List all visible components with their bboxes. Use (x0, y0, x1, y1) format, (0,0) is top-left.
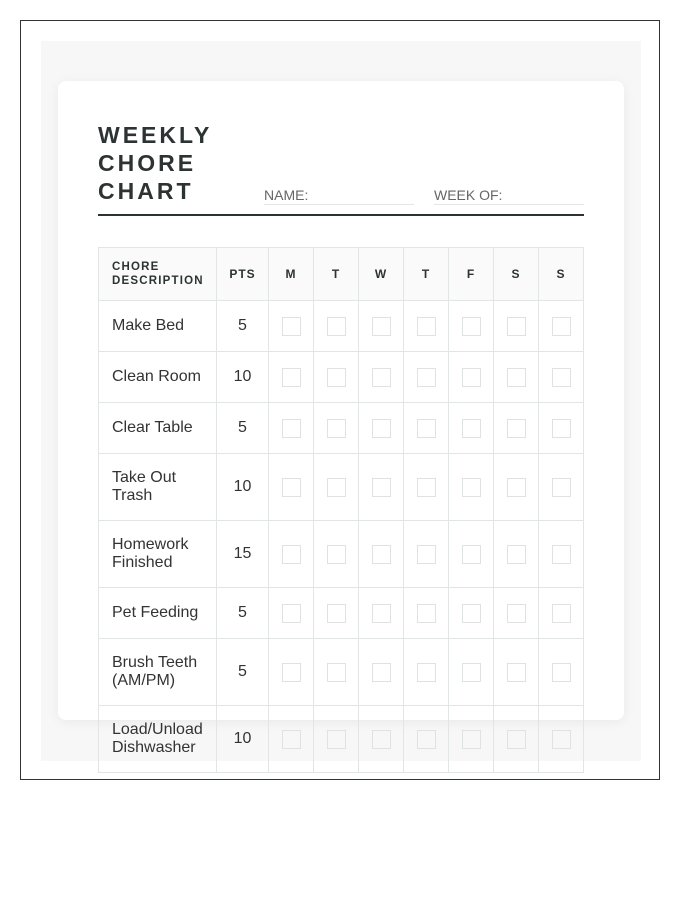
day-checkbox[interactable] (417, 730, 436, 749)
day-cell (269, 521, 314, 588)
day-checkbox[interactable] (372, 545, 391, 564)
day-cell (269, 706, 314, 773)
chore-points: 5 (217, 403, 269, 454)
title-line: CHART (98, 178, 194, 204)
day-checkbox[interactable] (507, 368, 526, 387)
chore-points: 5 (217, 588, 269, 639)
day-checkbox[interactable] (327, 317, 346, 336)
header-day: S (494, 248, 539, 301)
day-checkbox[interactable] (372, 730, 391, 749)
day-checkbox[interactable] (417, 419, 436, 438)
day-checkbox[interactable] (282, 663, 301, 682)
day-cell (539, 639, 584, 706)
day-cell (404, 403, 449, 454)
day-checkbox[interactable] (417, 478, 436, 497)
day-checkbox[interactable] (282, 730, 301, 749)
day-cell (269, 403, 314, 454)
chore-name: Load/Unload Dishwasher (99, 706, 217, 773)
day-cell (359, 706, 404, 773)
day-cell (494, 454, 539, 521)
day-cell (314, 639, 359, 706)
day-checkbox[interactable] (372, 604, 391, 623)
title-divider (98, 214, 584, 216)
day-cell (449, 403, 494, 454)
name-field[interactable] (264, 187, 414, 205)
chore-points: 10 (217, 454, 269, 521)
chore-name: Pet Feeding (99, 588, 217, 639)
day-checkbox[interactable] (507, 663, 526, 682)
chore-name: Brush Teeth (AM/PM) (99, 639, 217, 706)
day-cell (359, 301, 404, 352)
day-checkbox[interactable] (327, 545, 346, 564)
day-checkbox[interactable] (507, 604, 526, 623)
day-cell (539, 403, 584, 454)
header-day: T (404, 248, 449, 301)
day-cell (449, 352, 494, 403)
table-row (99, 352, 584, 403)
day-checkbox[interactable] (552, 604, 571, 623)
day-cell (269, 639, 314, 706)
day-checkbox[interactable] (327, 604, 346, 623)
day-cell (359, 639, 404, 706)
chore-points: 5 (217, 639, 269, 706)
chore-name: Make Bed (99, 301, 217, 352)
day-checkbox[interactable] (372, 663, 391, 682)
table-row (99, 588, 584, 639)
header-day: F (449, 248, 494, 301)
day-cell (539, 352, 584, 403)
day-cell (539, 454, 584, 521)
day-cell (494, 706, 539, 773)
day-cell (359, 403, 404, 454)
day-checkbox[interactable] (372, 419, 391, 438)
day-checkbox[interactable] (282, 545, 301, 564)
day-checkbox[interactable] (462, 317, 481, 336)
day-checkbox[interactable] (507, 545, 526, 564)
day-cell (314, 588, 359, 639)
day-cell (494, 588, 539, 639)
day-cell (269, 352, 314, 403)
chore-points: 10 (217, 352, 269, 403)
day-cell (404, 588, 449, 639)
day-cell (314, 521, 359, 588)
day-checkbox[interactable] (507, 730, 526, 749)
day-cell (494, 521, 539, 588)
day-cell (539, 588, 584, 639)
title-line: WEEKLY (98, 122, 213, 148)
week-of-field[interactable] (434, 187, 584, 205)
day-checkbox[interactable] (372, 368, 391, 387)
day-cell (449, 588, 494, 639)
day-checkbox[interactable] (282, 419, 301, 438)
day-cell (359, 454, 404, 521)
header-day: S (539, 248, 584, 301)
chore-name: Clean Room (99, 352, 217, 403)
day-checkbox[interactable] (327, 419, 346, 438)
day-cell (494, 639, 539, 706)
page-title (98, 121, 238, 205)
header-day: M (269, 248, 314, 301)
day-checkbox[interactable] (462, 545, 481, 564)
table-row (99, 521, 584, 588)
day-checkbox[interactable] (417, 663, 436, 682)
day-checkbox[interactable] (552, 730, 571, 749)
day-checkbox[interactable] (282, 317, 301, 336)
day-checkbox[interactable] (462, 730, 481, 749)
day-checkbox[interactable] (372, 317, 391, 336)
day-checkbox[interactable] (507, 478, 526, 497)
day-cell (314, 301, 359, 352)
table-row (99, 706, 584, 773)
chore-table (98, 247, 584, 773)
name-label: NAME: (264, 187, 309, 203)
header-row (99, 248, 584, 301)
chore-points: 5 (217, 301, 269, 352)
day-cell (314, 403, 359, 454)
day-cell (269, 301, 314, 352)
day-checkbox[interactable] (327, 368, 346, 387)
day-checkbox[interactable] (507, 317, 526, 336)
header-pts: PTS (217, 248, 269, 301)
day-checkbox[interactable] (462, 478, 481, 497)
chore-name: Clear Table (99, 403, 217, 454)
chore-name: Homework Finished (99, 521, 217, 588)
day-cell (314, 454, 359, 521)
title-line: CHORE (98, 150, 197, 176)
day-checkbox[interactable] (417, 545, 436, 564)
day-cell (359, 352, 404, 403)
header-day: W (359, 248, 404, 301)
day-cell (404, 454, 449, 521)
day-cell (314, 352, 359, 403)
day-checkbox[interactable] (462, 604, 481, 623)
day-checkbox[interactable] (327, 663, 346, 682)
day-checkbox[interactable] (552, 368, 571, 387)
day-checkbox[interactable] (372, 478, 391, 497)
day-checkbox[interactable] (552, 478, 571, 497)
day-cell (494, 352, 539, 403)
table-row (99, 301, 584, 352)
day-cell (449, 301, 494, 352)
table-row (99, 454, 584, 521)
day-checkbox[interactable] (507, 419, 526, 438)
day-checkbox[interactable] (327, 478, 346, 497)
day-cell (449, 706, 494, 773)
day-checkbox[interactable] (552, 317, 571, 336)
day-checkbox[interactable] (417, 317, 436, 336)
header-day: T (314, 248, 359, 301)
day-cell (539, 521, 584, 588)
day-cell (539, 706, 584, 773)
day-cell (449, 521, 494, 588)
chore-points: 10 (217, 706, 269, 773)
day-checkbox[interactable] (462, 419, 481, 438)
day-checkbox[interactable] (552, 419, 571, 438)
table-row (99, 639, 584, 706)
table-row (99, 403, 584, 454)
day-cell (494, 301, 539, 352)
day-cell (359, 521, 404, 588)
day-checkbox[interactable] (417, 368, 436, 387)
day-cell (404, 639, 449, 706)
day-cell (539, 301, 584, 352)
day-checkbox[interactable] (282, 604, 301, 623)
day-cell (404, 352, 449, 403)
day-checkbox[interactable] (327, 730, 346, 749)
day-checkbox[interactable] (417, 604, 436, 623)
week-of-label: WEEK OF: (434, 187, 503, 203)
day-cell (449, 639, 494, 706)
day-cell (404, 301, 449, 352)
day-checkbox[interactable] (462, 368, 481, 387)
day-checkbox[interactable] (462, 663, 481, 682)
day-cell (404, 706, 449, 773)
day-checkbox[interactable] (282, 478, 301, 497)
day-cell (359, 588, 404, 639)
day-cell (269, 588, 314, 639)
day-checkbox[interactable] (282, 368, 301, 387)
header-chore-description: CHORE DESCRIPTION (99, 248, 217, 301)
chore-name: Take Out Trash (99, 454, 217, 521)
day-cell (449, 454, 494, 521)
day-checkbox[interactable] (552, 663, 571, 682)
day-cell (494, 403, 539, 454)
day-cell (269, 454, 314, 521)
day-checkbox[interactable] (552, 545, 571, 564)
day-cell (404, 521, 449, 588)
chore-points: 15 (217, 521, 269, 588)
day-cell (314, 706, 359, 773)
